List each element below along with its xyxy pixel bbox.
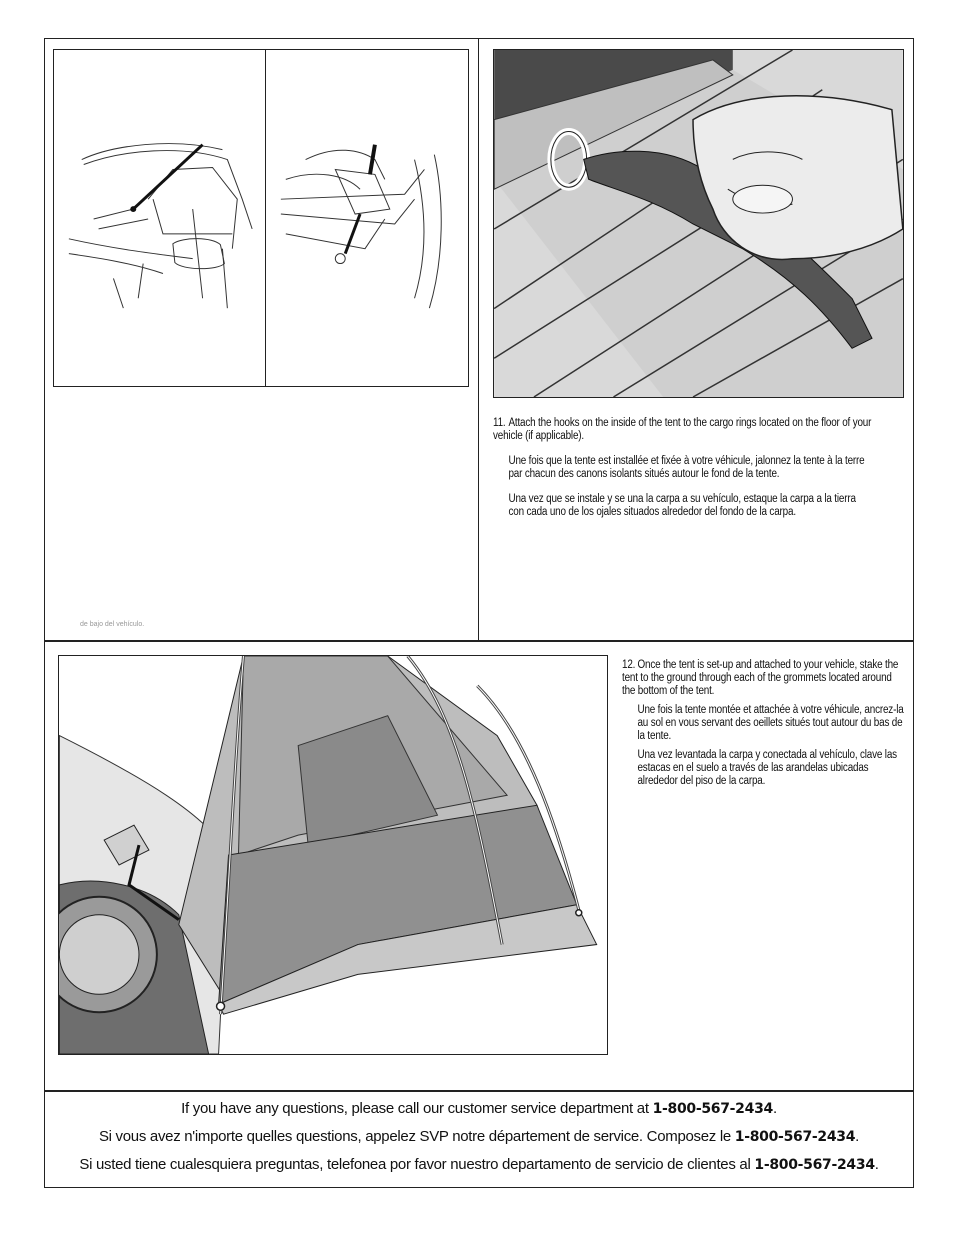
footer-en-phone: 1-800-567-2434 bbox=[652, 1101, 773, 1117]
illustration-tent-staked bbox=[58, 655, 608, 1055]
step-11-number: 11. bbox=[493, 417, 506, 429]
footer-line-es bbox=[44, 1156, 914, 1173]
footer-es-period: . bbox=[874, 1156, 879, 1173]
footer-line-fr bbox=[44, 1128, 914, 1145]
footer-contact bbox=[44, 1098, 914, 1188]
illustration-hand-hook bbox=[493, 49, 904, 398]
step-12-es: Una vez levantada la carpa y conectada al vehículo, clave las estacas en el suelo a través de las arandelas ubicadas alrededor del piso de la carpa. bbox=[637, 749, 897, 787]
page-frame-divider bbox=[478, 38, 479, 642]
footer-es-phone: 1-800-567-2434 bbox=[754, 1157, 875, 1173]
faint-text: de bajo del vehículo. bbox=[80, 621, 145, 628]
footer-fr-phone: 1-800-567-2434 bbox=[734, 1129, 856, 1145]
step-12-en: Once the tent is set-up and attached to your vehicle, stake the tent to the ground through each of the grommets located around the bottom of the tent. bbox=[622, 659, 899, 697]
footer-en-period: . bbox=[772, 1100, 777, 1117]
step-11-es: Una vez que se instale y se una la carpa a su vehículo, estaque la carpa a la tierra con cada uno de los ojales situados alrededor del fondo de la carpa. bbox=[508, 493, 856, 518]
footer-es-text: Si usted tiene cualesquiera preguntas, telefonea por favor nuestro departamento de servicio de clientes al bbox=[79, 1156, 755, 1173]
illustration-door-frame bbox=[53, 49, 267, 387]
footer-en-text: If you have any questions, please call our customer service department at bbox=[181, 1100, 653, 1117]
footer-fr-text: Si vous avez n'importe quelles questions, appelez SVP notre département de service. Composez le bbox=[98, 1128, 735, 1145]
step-11-text bbox=[493, 417, 871, 531]
illustration-cargo-hook bbox=[265, 49, 469, 387]
step-11-en: Attach the hooks on the inside of the tent to the cargo rings located on the floor of your vehicle (if applicable). bbox=[493, 417, 872, 442]
step-12-fr: Une fois la tente montée et attachée à votre véhicule, ancrez-la au sol en vous servant des oeillets situés tout autour du bas de la tente. bbox=[637, 704, 904, 742]
footer-fr-period: . bbox=[855, 1128, 860, 1145]
step-12-text bbox=[622, 659, 906, 800]
footer-line-en bbox=[44, 1100, 914, 1117]
step-11-fr: Une fois que la tente est installée et fixée à votre véhicule, jalonnez la tente à la terre par chacun des canons isolants situés autour le fond de la tente. bbox=[508, 455, 865, 480]
step-12-number: 12. bbox=[622, 659, 636, 671]
